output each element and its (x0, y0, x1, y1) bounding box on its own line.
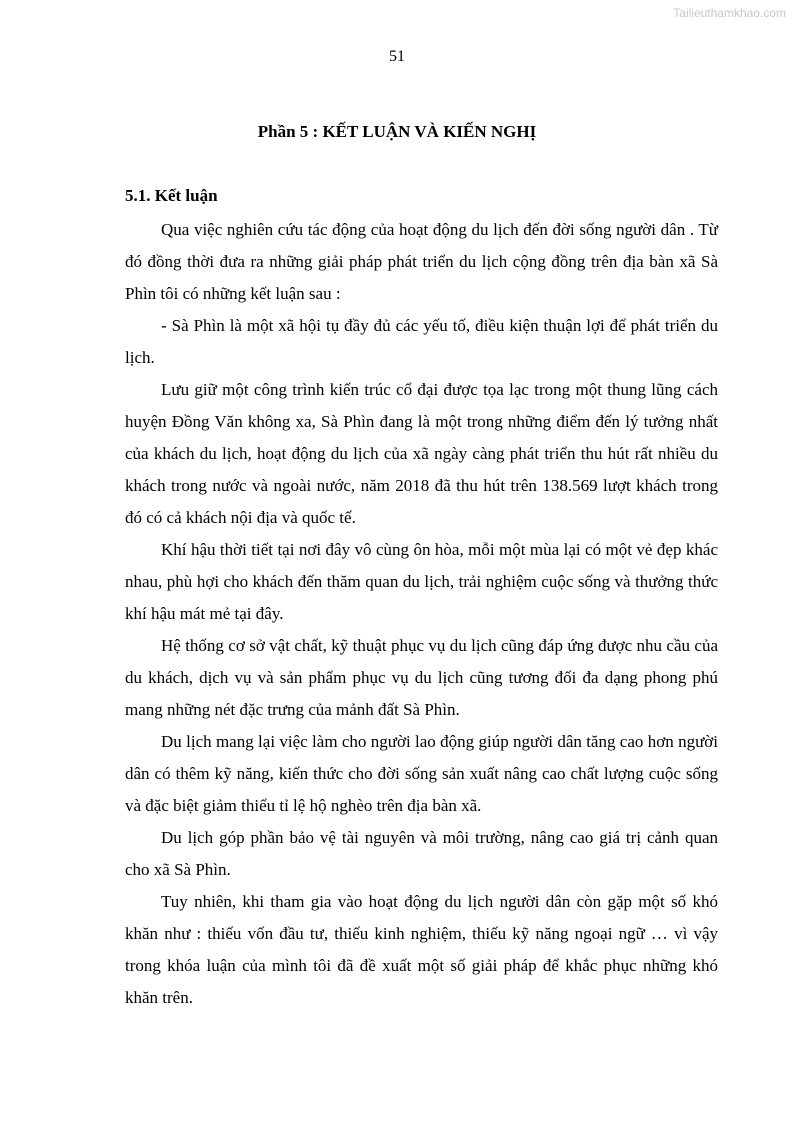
paragraph: Hệ thống cơ sở vật chất, kỹ thuật phục vụ du lịch cũng đáp ứng được nhu cầu của du khách, dịch vụ và sản phẩm phục vụ du lịch cũng tương đối đa dạng phong phú mang những nét đặc trưng của mảnh đất Sà Phìn. (125, 636, 718, 719)
paragraph: Lưu giữ một công trình kiến trúc cổ đại được tọa lạc trong một thung lũng cách huyện Đồng Văn không xa, Sà Phìn đang là một trong những điểm đến lý tưởng nhất của khách du lịch, hoạt động du lịch của xã ngày càng phát triển thu hút rất nhiều du khách trong nước và ngoài nước, năm 2018 đã thu hút trên 138.569 lượt khách trong đó có cả khách nội địa và quốc tế. (125, 380, 718, 527)
paragraph: Du lịch mang lại việc làm cho người lao động giúp người dân tăng cao hơn người dân có thêm kỹ năng, kiến thức cho đời sống sản xuất nâng cao chất lượng cuộc sống và đặc biệt giảm thiểu tỉ lệ hộ nghèo trên địa bàn xã. (125, 732, 718, 815)
paragraph: Tuy nhiên, khi tham gia vào hoạt động du lịch người dân còn gặp một số khó khăn như : thiếu vốn đầu tư, thiếu kinh nghiệm, thiếu kỹ năng ngoại ngữ … vì vậy trong khóa luận của mình tôi đã đề xuất một số giải pháp để khắc phục những khó khăn trên. (125, 892, 718, 1007)
body-text (125, 214, 718, 1014)
paragraph: Qua việc nghiên cứu tác động của hoạt động du lịch đến đời sống người dân . Từ đó đồng thời đưa ra những giải pháp phát triển du lịch cộng đồng trên địa bàn xã Sà Phìn tôi có những kết luận sau : (125, 220, 718, 303)
paragraph: - Sà Phìn là một xã hội tụ đầy đủ các yếu tố, điều kiện thuận lợi để phát triển du lịch. (125, 316, 718, 367)
section-heading: 5.1. Kết luận (125, 186, 218, 205)
watermark: Tailieuthamkhao.com (673, 6, 786, 20)
page-number: 51 (389, 48, 405, 65)
chapter-title: Phần 5 : KẾT LUẬN VÀ KIẾN NGHỊ (257, 122, 537, 141)
paragraph: Khí hậu thời tiết tại nơi đây vô cùng ôn hòa, mỗi một mùa lại có một vẻ đẹp khác nhau, phù hợi cho khách đến thăm quan du lịch, trải nghiệm cuộc sống và thưởng thức khí hậu mát mẻ tại đây. (125, 540, 718, 623)
paragraph: Du lịch góp phần bảo vệ tài nguyên và môi trường, nâng cao giá trị cảnh quan cho xã Sà Phìn. (125, 828, 718, 879)
